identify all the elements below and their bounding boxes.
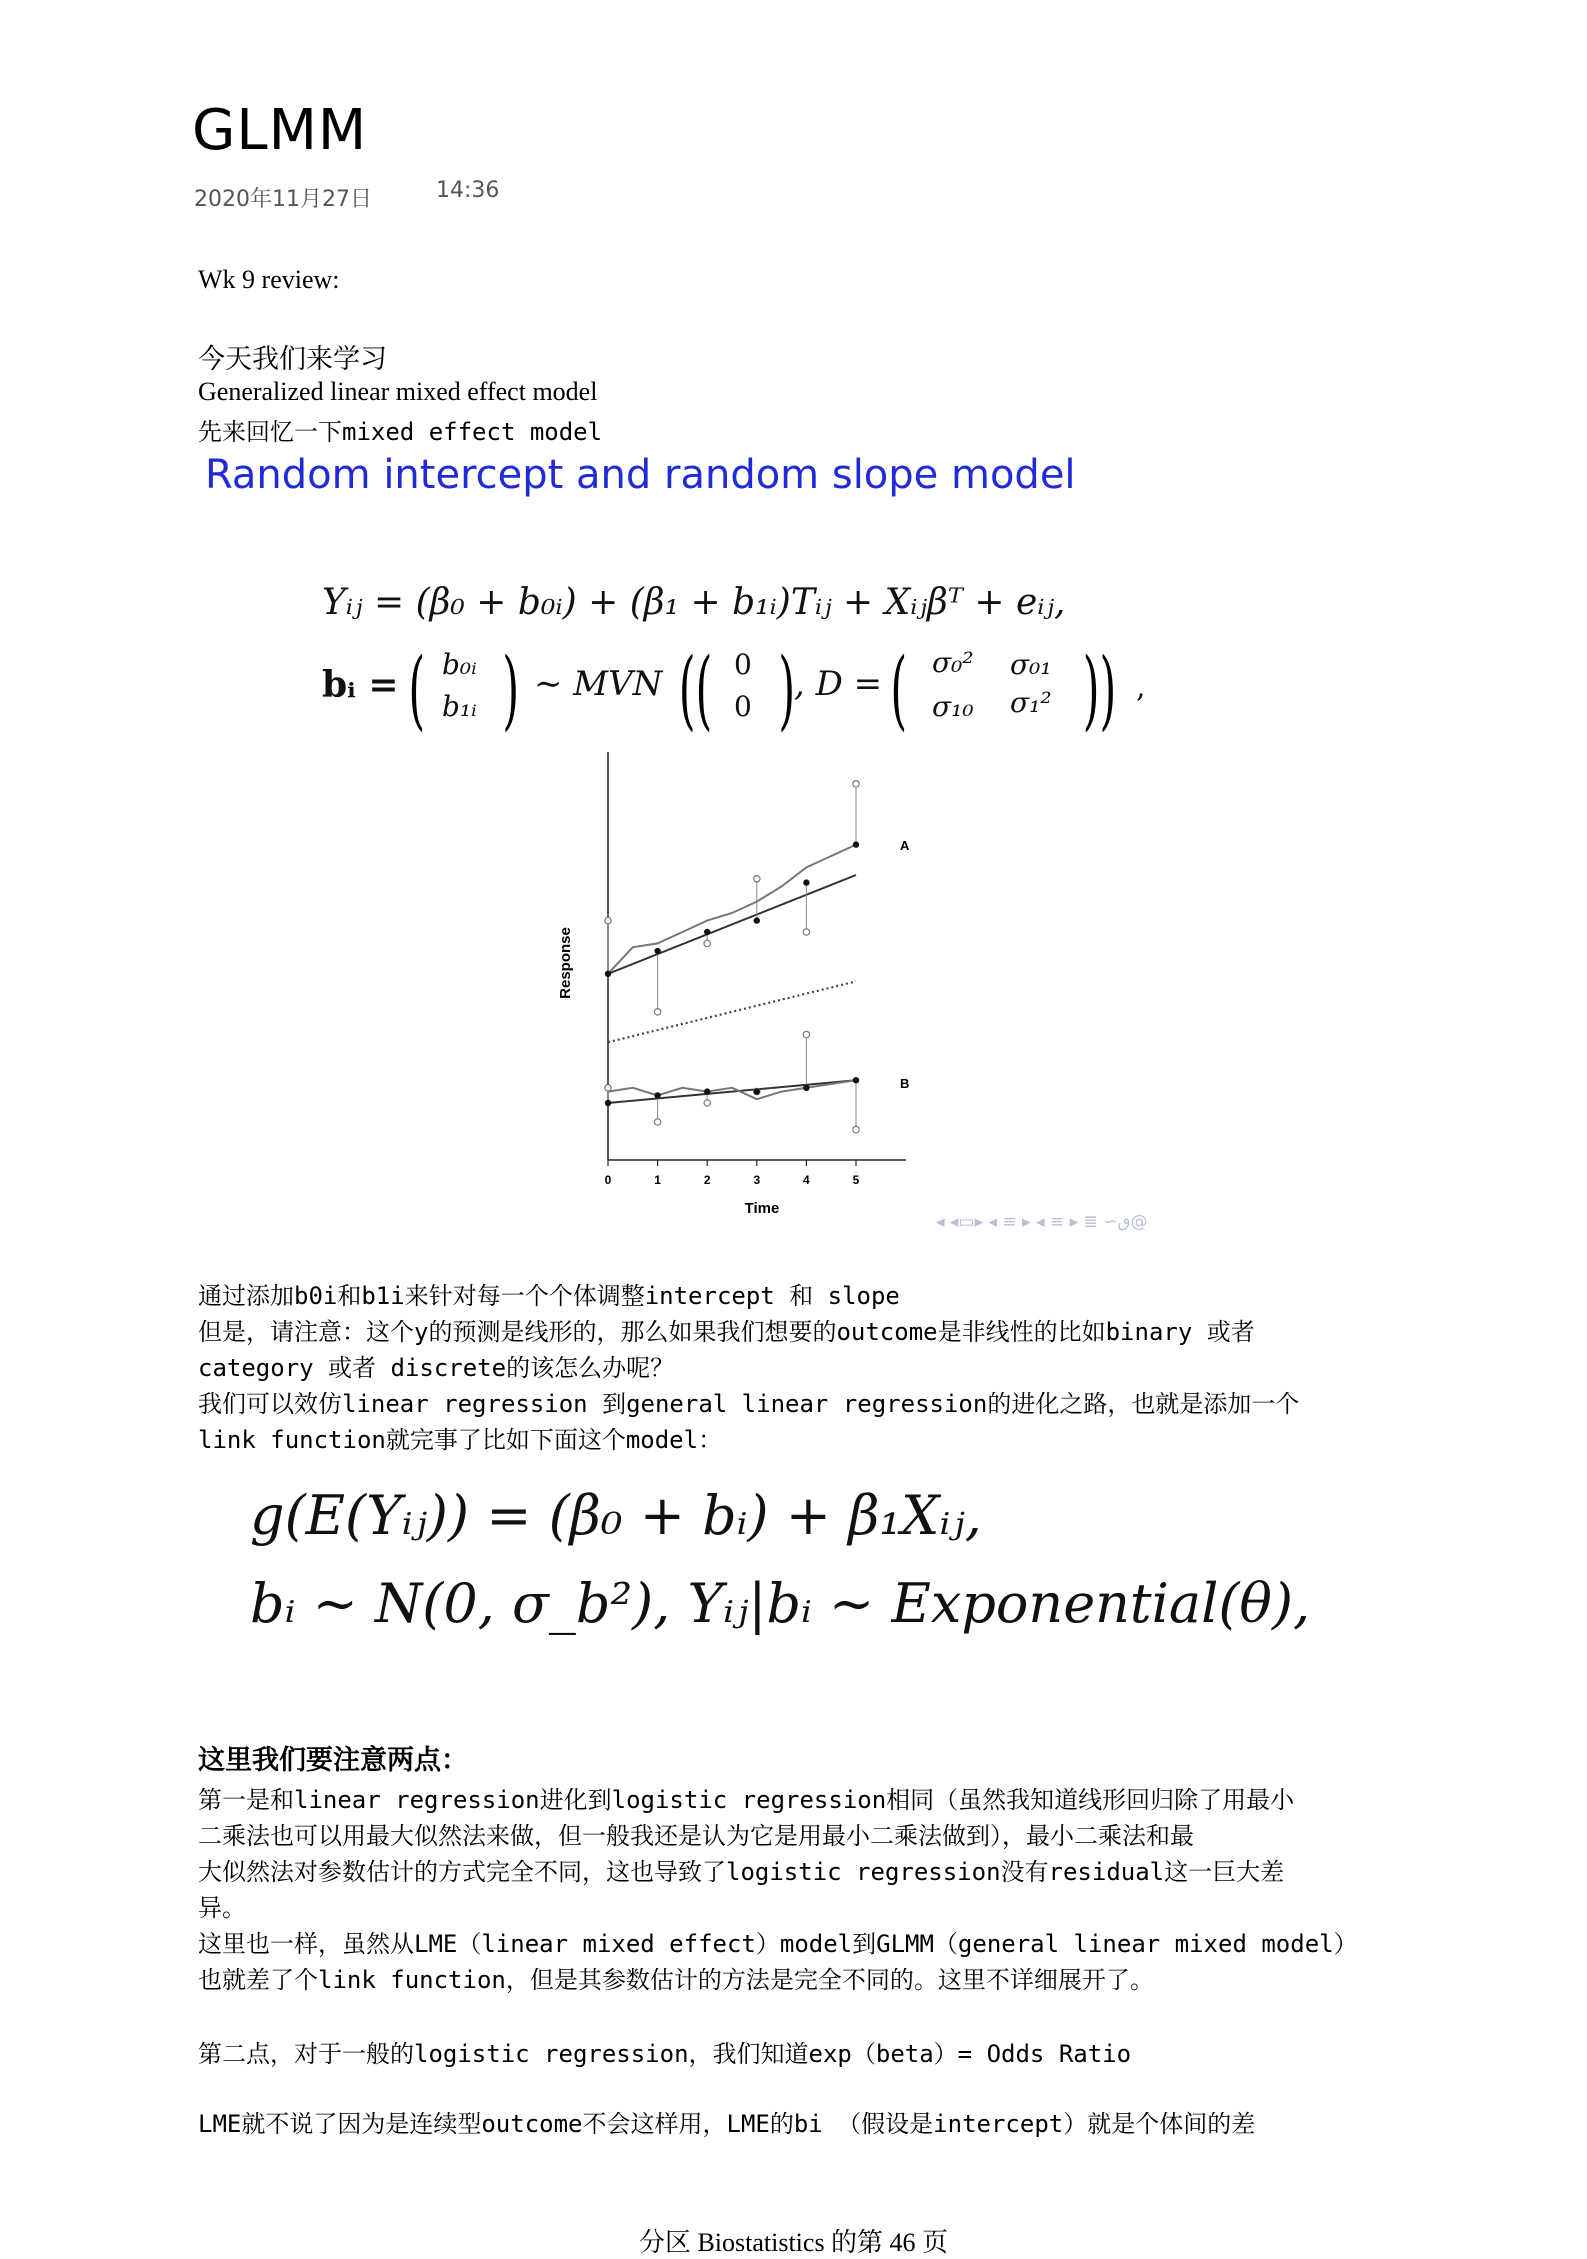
eq-b1i: b₁ᵢ	[442, 690, 477, 723]
eq-end: ,	[1136, 670, 1146, 705]
x-tick-label: 5	[852, 1173, 860, 1187]
annotation-a: A	[900, 838, 910, 853]
annotation-b: B	[900, 1076, 910, 1091]
slide-nav-strip: ◂ ◂▭▸ ◂ ≡ ▸ ◂ ≡ ▸ ≣ ∽ٯ@	[936, 1212, 1148, 1232]
eq-s0: σ₀²	[932, 646, 974, 679]
observed-point	[754, 876, 760, 882]
body-line: 大似然法对参数估计的方式完全不同，这也导致了logistic regression没有residual这一巨大差	[198, 1858, 1285, 1886]
series-fitted-line	[608, 875, 856, 974]
x-tick-label: 1	[654, 1173, 661, 1187]
eq-paren-open-3: (	[890, 640, 908, 740]
observed-point	[704, 940, 710, 946]
glmm-equation-line2: bᵢ ∼ N(0, σ_b²), Yᵢⱼ|bᵢ ∼ Exponential(θ),	[250, 1572, 1311, 1635]
x-tick-label: 3	[753, 1173, 761, 1187]
subject-point	[853, 1077, 859, 1083]
observed-point	[605, 917, 611, 923]
body-line: 这里也一样，虽然从LME（linear mixed effect）model到GLMM（general linear mixed model）	[198, 1930, 1358, 1958]
observed-point	[654, 1119, 660, 1125]
subject-point	[803, 879, 809, 885]
body-line: category 或者 discrete的该怎么办呢？	[198, 1354, 675, 1382]
x-tick-label: 0	[604, 1173, 612, 1187]
topic-line: Generalized linear mixed effect model	[198, 377, 598, 406]
subject-point	[754, 917, 760, 923]
body-line: 第一是和linear regression进化到logistic regression相同（虽然我知道线形回归除了用最小	[198, 1786, 1295, 1814]
notes-point2: 第二点，对于一般的logistic regression，我们知道exp（beta）= Odds Ratio	[198, 2040, 1132, 2068]
subject-point	[803, 1085, 809, 1091]
eq-paren-close-2: )	[778, 640, 796, 740]
body-line: 我们可以效仿linear regression 到general linear regression的进化之路，也就是添加一个	[198, 1390, 1300, 1418]
eq-s1: σ₁²	[1010, 686, 1052, 719]
recall-line: 先来回忆一下mixed effect model	[198, 418, 603, 446]
review-label: Wk 9 review:	[198, 265, 340, 294]
slide-title: Random intercept and random slope model	[205, 452, 1076, 498]
body-line: 但是，请注意：这个y的预测是线形的，那么如果我们想要的outcome是非线性的比如binary 或者	[198, 1318, 1255, 1346]
eq-paren-close: )	[502, 640, 520, 740]
eq-bi: bᵢ =	[322, 664, 399, 706]
body-line: 异。	[198, 1894, 246, 1922]
observed-point	[853, 1126, 859, 1132]
eq-D: , D =	[794, 664, 883, 704]
x-tick-label: 2	[703, 1173, 711, 1187]
subject-point	[605, 971, 611, 977]
glmm-equation-line1: g(E(Yᵢⱼ)) = (β₀ + bᵢ) + β₁Xᵢⱼ,	[250, 1484, 982, 1547]
response-time-chart	[540, 748, 940, 1228]
notes-lme-line: LME就不说了因为是连续型outcome不会这样用，LME的bi （假设是intercept）就是个体间的差	[198, 2110, 1256, 2138]
eq-paren-close-3: ))	[1082, 640, 1117, 740]
learn-heading: 今天我们来学习	[198, 344, 387, 375]
observed-point	[803, 1031, 809, 1037]
body-line: link function就完事了比如下面这个model：	[198, 1426, 723, 1454]
page-footer: 分区 Biostatistics 的第 46 页	[638, 2228, 949, 2257]
page-title: GLMM	[192, 98, 368, 163]
series-smooth-curve	[608, 845, 856, 974]
subject-point	[704, 929, 710, 935]
subject-point	[754, 1088, 760, 1094]
notes-heading: 这里我们要注意两点：	[198, 1745, 468, 1776]
eq-paren-open-2: ((	[678, 640, 713, 740]
body-line: 二乘法也可以用最大似然法来做，但一般我还是认为它是用最小二乘法做到），最小二乘法和最	[198, 1822, 1194, 1850]
subject-point	[605, 1100, 611, 1106]
eq-zero-b: 0	[734, 690, 752, 723]
subject-point	[654, 1092, 660, 1098]
eq-paren-open: (	[408, 640, 426, 740]
observed-point	[704, 1100, 710, 1106]
body-line: 通过添加b0i和b1i来针对每一个个体调整intercept 和 slope	[198, 1282, 900, 1310]
eq-s01: σ₀₁	[1010, 648, 1052, 681]
observed-point	[654, 1009, 660, 1015]
observed-point	[803, 929, 809, 935]
body-line: 也就差了个link function，但是其参数估计的方法是完全不同的。这里不详细展开了。	[198, 1966, 1154, 1994]
eq-s10: σ₁₀	[932, 690, 974, 723]
series-population-mean	[608, 981, 856, 1042]
observed-point	[853, 781, 859, 787]
eq-zero-a: 0	[734, 648, 752, 681]
slide-equation-line1: Yᵢⱼ = (β₀ + b₀ᵢ) + (β₁ + b₁ᵢ)Tᵢⱼ + Xᵢⱼβᵀ + eᵢⱼ,	[322, 582, 1066, 623]
page-date: 2020年11月27日	[194, 187, 372, 212]
subject-point	[704, 1088, 710, 1094]
y-axis-label: Response	[557, 927, 574, 999]
eq-mvn: ∼ MVN	[534, 664, 663, 704]
x-tick-label: 4	[803, 1173, 810, 1187]
eq-b0i: b₀ᵢ	[442, 648, 477, 681]
subject-point	[853, 841, 859, 847]
x-axis-label: Time	[744, 1200, 780, 1217]
page-time: 14:36	[436, 178, 500, 203]
slide-equation-line2	[322, 640, 1202, 740]
observed-point	[605, 1085, 611, 1091]
subject-point	[654, 948, 660, 954]
